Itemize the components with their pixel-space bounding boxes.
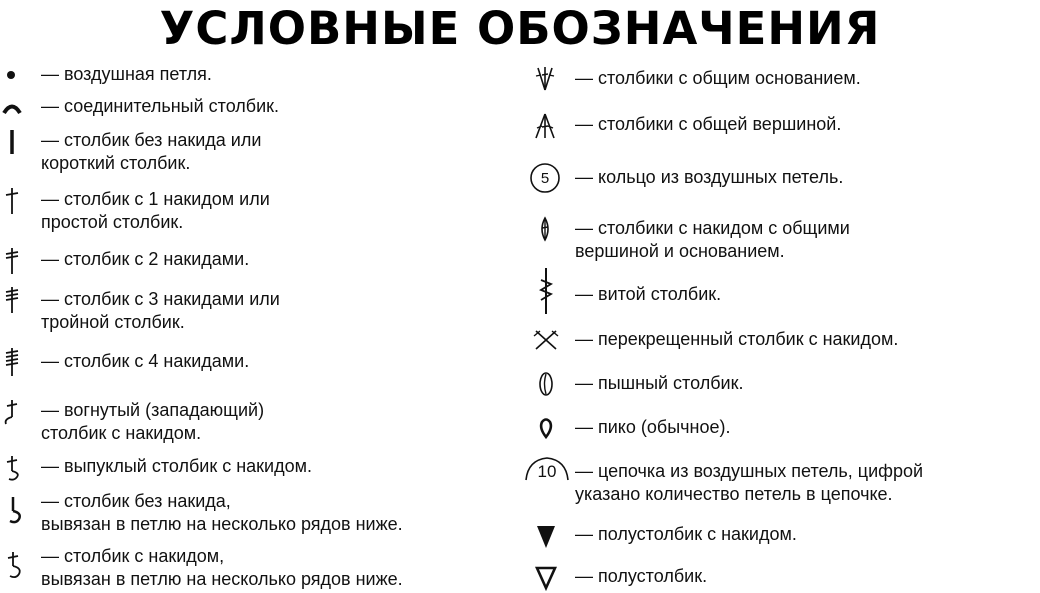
legend-text: вершиной и основанием. [575,241,785,261]
legend-text: — цепочка из воздушных петель, цифрой [575,461,924,481]
dot-icon [0,61,30,91]
legend-text: — полустолбик с накидом. [575,524,797,544]
filled-triangle-icon [531,521,561,551]
common-base-icon [531,64,561,94]
legend-text: — столбик с 1 накидом или [41,189,270,209]
legend-text: простой столбик. [41,212,184,232]
chain-count-label: 10 [537,462,557,481]
page-title: УСЛОВНЫЕ ОБОЗНАЧЕНИЯ [159,2,881,55]
ring-count-label: 5 [540,170,550,187]
legend-text: — витой столбик. [575,284,722,304]
cluster-icon [531,214,561,244]
legend-text: — перекрещенный столбик с накидом. [575,329,899,349]
legend-text: вывязан в петлю на несколько рядов ниже. [41,569,403,589]
legend-text: — столбики с общей вершиной. [575,114,842,134]
convex-stitch-icon [0,453,30,483]
concave-stitch-icon [0,397,30,427]
legend-text: — вогнутый (западающий) [41,400,265,420]
legend-text: — соединительный столбик. [41,96,280,116]
legend-text: — столбик без накида или [41,130,262,150]
legend-text: — столбик без накида, [41,491,231,511]
legend-text: — столбики с общим основанием. [575,68,861,88]
puff-stitch-icon [531,369,561,399]
hooked-slash-stitch-icon [0,550,30,580]
legend-text: — столбик с 3 накидами или [41,289,280,309]
legend-text: короткий столбик. [41,153,191,173]
legend-text: — выпуклый столбик с накидом. [41,456,312,476]
twisted-stitch-icon [531,266,561,316]
arc-icon [0,92,30,122]
legend-text: тройной столбик. [41,312,185,332]
four-slash-stitch-icon [0,347,30,377]
legend-text: — воздушная петля. [41,64,212,84]
legend-text: столбик с накидом. [41,423,202,443]
legend-text: — полустолбик. [575,566,708,586]
two-slash-stitch-icon [0,246,30,276]
one-slash-stitch-icon [0,186,30,216]
legend-text: — пико (обычное). [575,417,731,437]
ring-icon [529,163,559,193]
legend-text: указано количество петель в цепочке. [575,484,893,504]
legend-text: — столбик с 2 накидами. [41,249,250,269]
crossed-stitch-icon [531,325,561,355]
hooked-stitch-icon [0,495,30,525]
vertical-bar-icon [0,127,30,157]
legend-text: — пышный столбик. [575,373,744,393]
legend-text: — столбики с накидом с общими [575,218,850,238]
three-slash-stitch-icon [0,285,30,315]
legend-text: — кольцо из воздушных петель. [575,167,844,187]
common-top-icon [531,111,561,141]
picot-icon [531,413,561,443]
legend-text: вывязан в петлю на несколько рядов ниже. [41,514,403,534]
legend-text: — столбик с 4 накидами. [41,351,250,371]
chain-count-icon [524,454,570,484]
legend-text: — столбик с накидом, [41,546,225,566]
